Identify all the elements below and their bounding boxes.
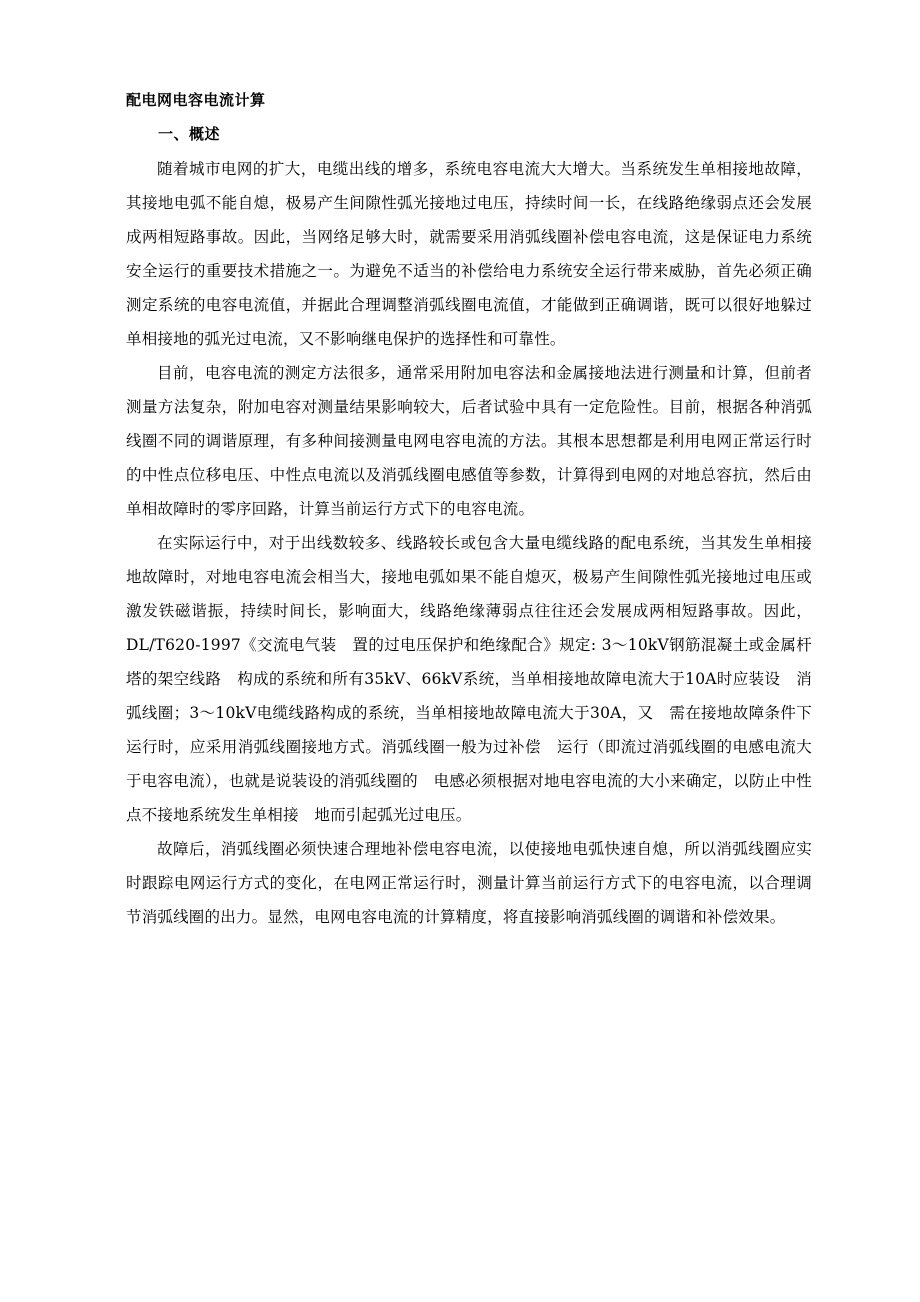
page-title: 配电网电容电流计算 — [126, 91, 266, 109]
paragraph-1: 随着城市电网的扩大，电缆出线的增多，系统电容电流大大增大。当系统发生单相接地故障，其接地电弧不能自熄，极易产生间隙性弧光接地过电压，持续时间一长，在线路绝缘弱点还会发展成两相短路事故。因此，当网络足够大时，就需要采用消弧线圈补偿电容电流，这是保证电力系统安全运行的重要技术措施之一。为避免不适当的补偿给电力系统安全运行带来威胁，首先必须正确测定系统的电容电流值，并据此合理调整消弧线圈电流值，才能做到正确调谐，既可以很好地躲过单相接地的弧光过电流，又不影响继电保护的选择性和可靠性。 — [126, 159, 812, 348]
paragraph-2: 目前，电容电流的测定方法很多，通常采用附加电容法和金属接地法进行测量和计算，但前者测量方法复杂，附加电容对测量结果影响较大，后者试验中具有一定危险性。目前，根据各种消弧线圈不同的调谐原理，有多种间接测量电网电容电流的方法。其根本思想都是利用电网正常运行时的中性点位移电压、中性点电流以及消弧线圈电感值等参数，计算得到电网的对地总容抗，然后由单相故障时的零序回路，计算当前运行方式下的电容电流。 — [126, 363, 812, 518]
paragraph-4: 故障后，消弧线圈必须快速合理地补偿电容电流，以使接地电弧快速自熄，所以消弧线圈应实时跟踪电网运行方式的变化，在电网正常运行时，测量计算当前运行方式下的电容电流，以合理调节消弧线圈的出力。显然，电网电容电流的计算精度，将直接影响消弧线圈的调谐和补偿效果。 — [126, 839, 812, 926]
paragraph-3: 在实际运行中，对于出线数较多、线路较长或包含大量电缆线路的配电系统，当其发生单相接地故障时，对地电容电流会相当大，接地电弧如果不能自熄灭，极易产生间隙性弧光接地过电压或激发铁磁谐振，持续时间长，影响面大，线路绝缘薄弱点往往还会发展成两相短路事故。因此，DL/T620-1997《交流电气装 置的过电压保护和绝缘配合》规定: 3～10kV钢筋混凝土或金属杆塔的架空线路 构成的系统和所有35kV、66kV系统，当单相接地故障电流大于10A时应装设 消弧线圈；3～10kV电缆线路构成的系统，当单相接地故障电流大于30A，又 需在接地故障条件下运行时，应采用消弧线圈接地方式。消弧线圈一般为过补偿 运行（即流过消弧线圈的电感电流大于电容电流），也就是说装设的消弧线圈的 电感必须根据对地电容电流的大小来确定，以防止中性点不接地系统发生单相接 地而引起弧光过电压。 — [126, 533, 812, 824]
section-heading-overview: 一、概述 — [158, 125, 221, 143]
